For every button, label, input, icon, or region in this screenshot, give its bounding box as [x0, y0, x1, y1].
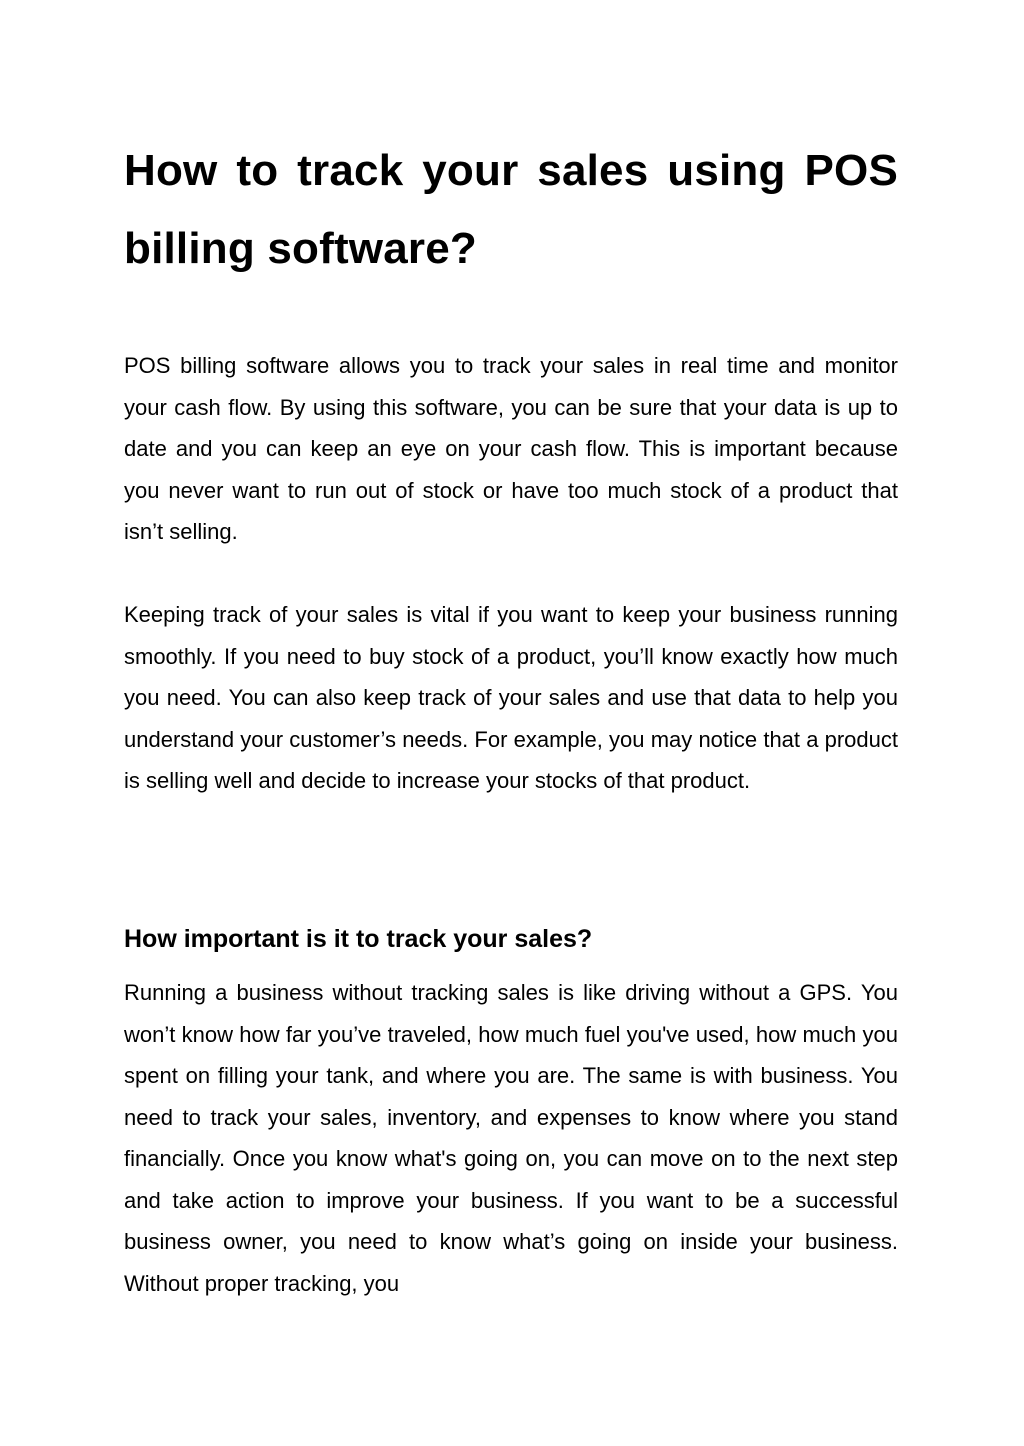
intro-paragraph: POS billing software allows you to track your sales in real time and monitor your cash flow. By using this software, you can be sure that your data is up to date and you can keep an eye on your cash flow. This is important because you never want to run out of stock or have too much stock of a product that isn’t selling.	[124, 353, 898, 544]
section-paragraph: Running a business without tracking sales is like driving without a GPS. You won’t know how far you’ve traveled, how much fuel you've used, how much you spent on filling your tank, and where you are. The same is with business. You need to track your sales, inventory, and expenses to know where you stand financially. Once you know what's going on, you can move on to the next step and take action to improve your business. If you want to be a successful business owner, you need to know what’s going on inside your business. Without proper tracking, you	[124, 980, 898, 1296]
sales-tracking-paragraph: Keeping track of your sales is vital if you want to keep your business running smoothly. If you need to buy stock of a product, you’ll know exactly how much you need. You can also keep track of your sales and use that data to help you understand your customer’s needs. For example, you may notice that a product is selling well and decide to increase your stocks of that product.	[124, 602, 898, 793]
document-title: How to track your sales using POS billing software?	[124, 146, 898, 273]
section-heading: How important is it to track your sales?	[124, 925, 593, 953]
